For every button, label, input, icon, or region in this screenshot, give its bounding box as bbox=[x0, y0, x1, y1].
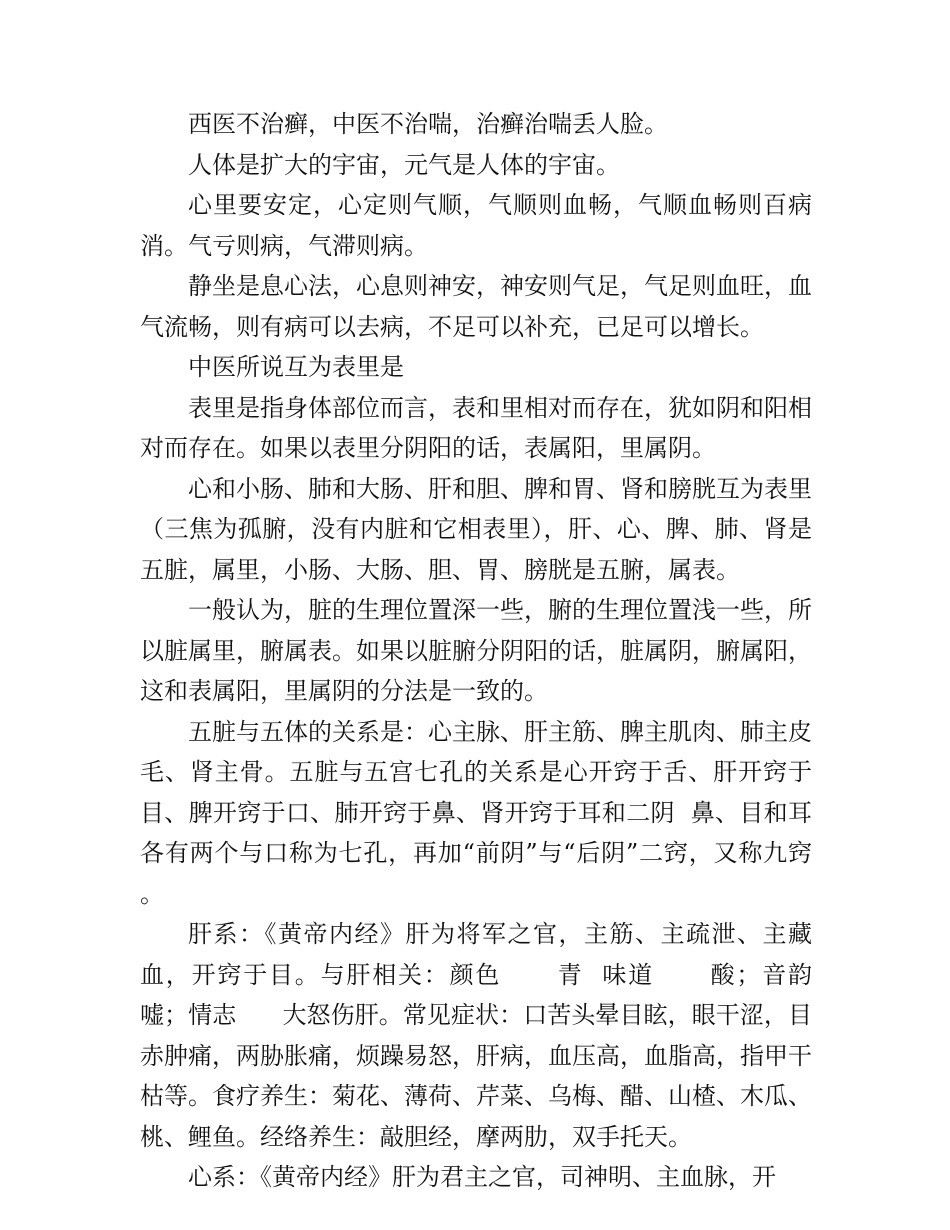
paragraph-2: 人体是扩大的宇宙，元气是人体的宇宙。 bbox=[188, 150, 620, 179]
paragraph-11: 心系：《黄帝内经》肝为君主之官，司神明、主血脉，开 bbox=[188, 1163, 776, 1191]
document-body bbox=[140, 104, 858, 1198]
paragraph-8: 一般认为，脏的生理位置深一些，腑的生理位置浅一些，所以脏属里，腑属表。如果以脏腑分阴阳的话，脏属阴，腑属阳，这和表属阳，里属阴的分法是一致的。 bbox=[140, 596, 812, 705]
paragraph-4: 静坐是息心法，心息则神安，神安则气足，气足则血旺，血气流畅，则有病可以去病，不足可以补充，已足可以增长。 bbox=[140, 272, 812, 341]
paragraph-3: 心里要安定，心定则气顺，气顺则血畅，气顺血畅则百病消。气亏则病，气滞则病。 bbox=[140, 191, 812, 260]
paragraph-10: 肝系：《黄帝内经》肝为将军之官，主筋、主疏泄、主藏血，开窍于目。与肝相关：颜色 青 味道 酸；音韵 嘘；情志 大怒伤肝。常见症状：口苦头晕目眩，眼干涩，目赤肿痛，两胁胀痛，烦躁易怒，肝病，血压高，血脂高，指甲干枯等。食疗养生：菊花、薄荷、芹菜、乌梅、醋、山楂、木瓜、桃、鲤鱼。经络养生：敲胆经，摩两肋，双手托天。 bbox=[140, 920, 858, 1151]
paragraph-1: 西医不治癣，中医不治喘，治癣治喘丢人脸。 bbox=[188, 110, 668, 138]
paragraph-7: 心和小肠、肺和大肠、肝和胆、脾和胃、肾和膀胱互为表里（三焦为孤腑，没有内脏和它相表里），肝、心、脾、肺、肾是五脏，属里，小肠、大肠、胆、胃、膀胱是五腑，属表。 bbox=[140, 474, 812, 584]
paragraph-6: 表里是指身体部位而言，表和里相对而存在，犹如阴和阳相对而存在。如果以表里分阴阳的话，表属阳，里属阴。 bbox=[140, 393, 812, 462]
paragraph-9: 五脏与五体的关系是：心主脉、肝主筋、脾主肌肉、肺主皮毛、肾主骨。五脏与五宫七孔的关系是心开窍于舌、肝开窍于目、脾开窍于口、肺开窍于鼻、肾开窍于耳和二阴 鼻、目和耳各有两个与口称为七孔，再加“前阴”与“后阴”二窍，又称九窍 。 bbox=[140, 717, 828, 908]
paragraph-5: 中医所说互为表里是 bbox=[188, 353, 404, 381]
